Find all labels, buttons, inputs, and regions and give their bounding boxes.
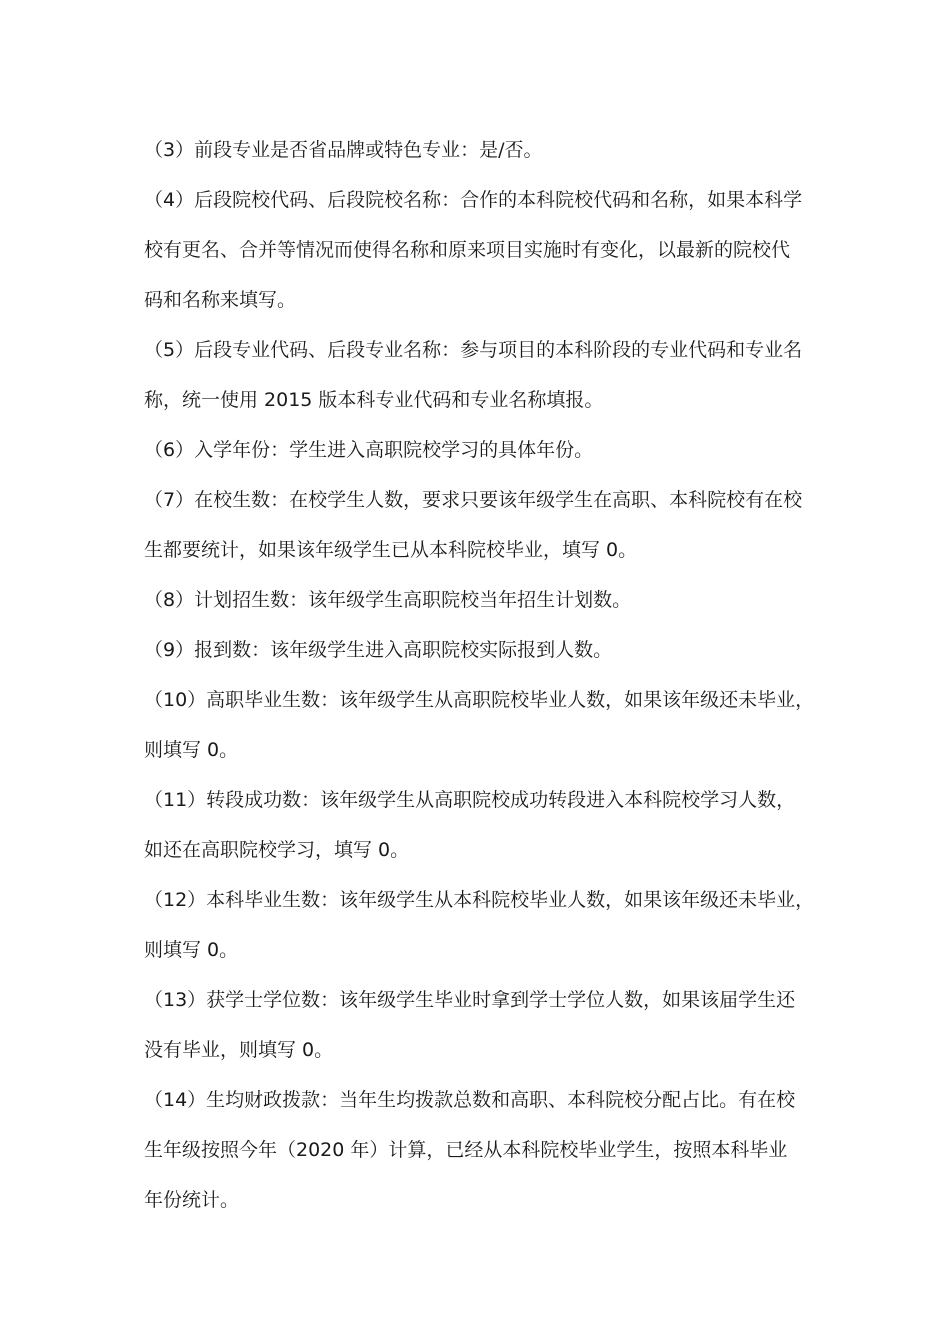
item-4-line-1: （4）后段院校代码、后段院校名称：合作的本科院校代码和名称，如果本科学 [144,189,803,211]
item-5 [144,325,820,425]
item-8-line-1: （8）计划招生数：该年级学生高职院校当年招生计划数。 [144,589,632,611]
item-7-line-2: 生都要统计，如果该年级学生已从本科院校毕业，填写 0。 [144,539,638,561]
item-14 [144,1075,820,1225]
item-5-line-2: 称，统一使用 2015 版本科专业代码和专业名称填报。 [144,389,604,411]
item-11 [144,775,820,875]
item-9-line-1: （9）报到数：该年级学生进入高职院校实际报到人数。 [144,639,613,661]
item-14-line-1: （14）生均财政拨款：当年生均拨款总数和高职、本科院校分配占比。有在校 [144,1089,796,1111]
item-10-line-1: （10）高职毕业生数：该年级学生从高职院校毕业人数，如果该年级还未毕业， [144,689,815,711]
item-9 [144,625,820,675]
item-7-line-1: （7）在校生数：在校学生人数，要求只要该年级学生在高职、本科院校有在校 [144,489,803,511]
item-4-line-3: 码和名称来填写。 [144,289,297,311]
item-3-line-1: （3）前段专业是否省品牌或特色专业：是/否。 [144,139,543,161]
item-6-line-1: （6）入学年份：学生进入高职院校学习的具体年份。 [144,439,594,461]
item-7 [144,475,820,575]
item-12-line-2: 则填写 0。 [144,939,239,961]
item-13-line-2: 没有毕业，则填写 0。 [144,1039,334,1061]
item-10-line-2: 则填写 0。 [144,739,239,761]
item-8 [144,575,820,625]
item-3 [144,125,820,175]
document-page [144,125,820,1225]
item-4 [144,175,820,325]
item-4-line-2: 校有更名、合并等情况而使得名称和原来项目实施时有变化，以最新的院校代 [144,239,791,261]
item-6 [144,425,820,475]
item-11-line-2: 如还在高职院校学习，填写 0。 [144,839,410,861]
item-13 [144,975,820,1075]
item-14-line-3: 年份统计。 [144,1189,240,1211]
item-13-line-1: （13）获学士学位数：该年级学生毕业时拿到学士学位人数，如果该届学生还 [144,989,796,1011]
item-12-line-1: （12）本科毕业生数：该年级学生从本科院校毕业人数，如果该年级还未毕业， [144,889,815,911]
item-5-line-1: （5）后段专业代码、后段专业名称：参与项目的本科阶段的专业代码和专业名 [144,339,803,361]
item-10 [144,675,820,775]
item-14-line-2: 生年级按照今年（2020 年）计算，已经从本科院校毕业学生，按照本科毕业 [144,1139,788,1161]
item-11-line-1: （11）转段成功数：该年级学生从高职院校成功转段进入本科院校学习人数， [144,789,796,811]
item-12 [144,875,820,975]
